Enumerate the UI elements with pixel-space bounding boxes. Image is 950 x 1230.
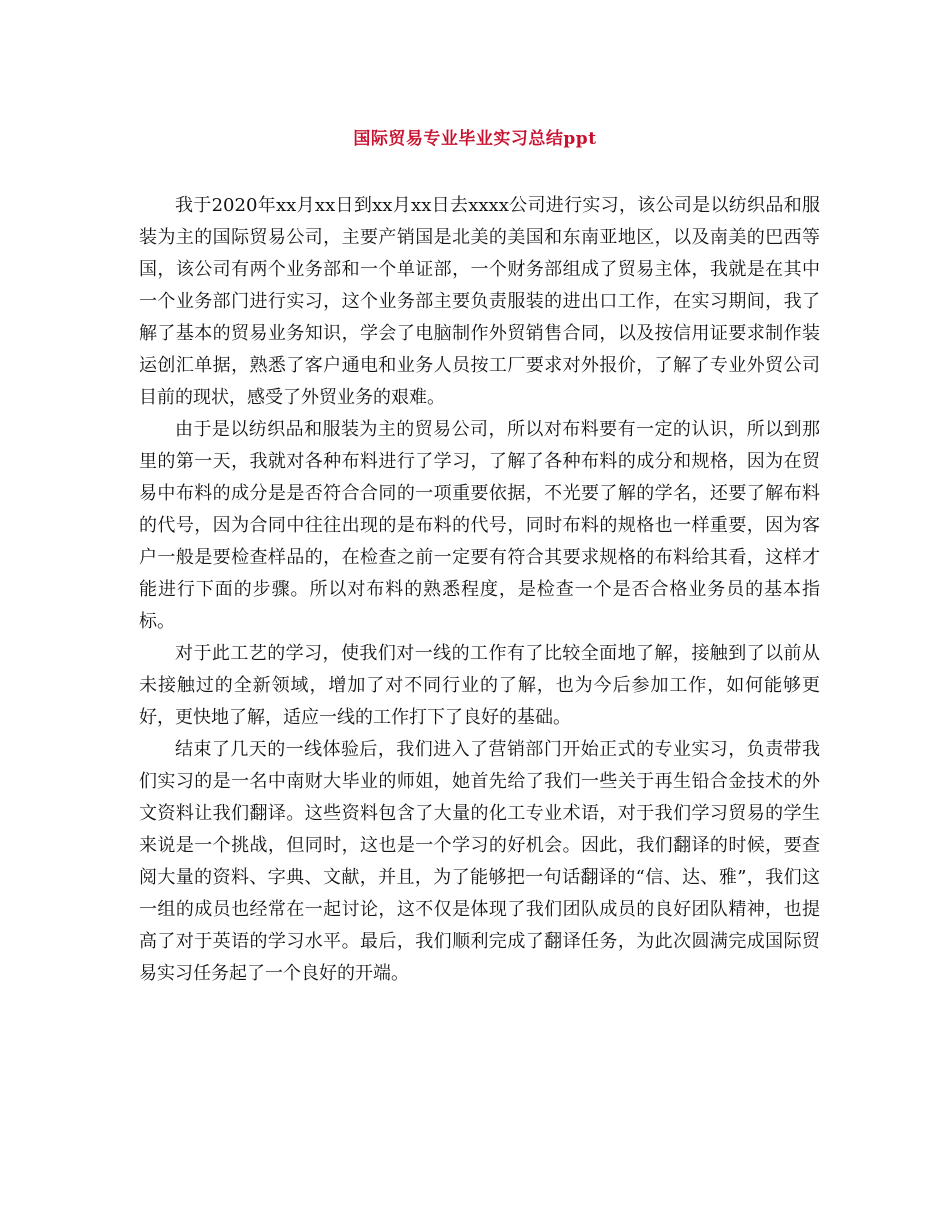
paragraph-2: 由于是以纺织品和服装为主的贸易公司，所以对布料要有一定的认识，所以到那里的第一天，我就对各种布料进行了学习，了解了各种布料的成分和规格，因为在贸易中布料的成分是是否符合合同的一项重要依据，不光要了解的学名，还要了解布料的代号，因为合同中往往出现的是布料的代号，同时布料的规格也一样重要，因为客户一般是要检查样品的，在检查之前一定要有符合其要求规格的布料给其看，这样才能进行下面的步骤。所以对布料的熟悉程度，是检查一个是否合格业务员的基本指标。 xyxy=(139,419,820,632)
paragraph-3: 对于此工艺的学习，使我们对一线的工作有了比较全面地了解，接触到了以前从未接触过的全新领域，增加了对不同行业的了解，也为今后参加工作，如何能够更好，更快地了解，适应一线的工作打下了良好的基础。 xyxy=(139,643,820,728)
paragraph-4: 结束了几天的一线体验后，我们进入了营销部门开始正式的专业实习，负责带我们实习的是一名中南财大毕业的师姐，她首先给了我们一些关于再生铅合金技术的外文资料让我们翻译。这些资料包含了大量的化工专业术语，对于我们学习贸易的学生来说是一个挑战，但同时，这也是一个学习的好机会。因此，我们翻译的时候，要查阅大量的资料、字典、文献，并且，为了能够把一句话翻译的“信、达、雅”，我们这一组的成员也经常在一起讨论，这不仅是体现了我们团队成员的良好团队精神，也提高了对于英语的学习水平。最后，我们顺利完成了翻译任务，为此次圆满完成国际贸易实习任务起了一个良好的开端。 xyxy=(139,739,820,984)
document-title: 国际贸易专业毕业实习总结ppt xyxy=(353,129,597,149)
paragraph-1: 我于2020年xx月xx日到xx月xx日去xxxx公司进行实习，该公司是以纺织品和服装为主的国际贸易公司，主要产销国是北美的美国和东南亚地区，以及南美的巴西等国，该公司有两个业务部和一个单证部，一个财务部组成了贸易主体，我就是在其中一个业务部门进行实习，这个业务部主要负责服装的进出口工作，在实习期间，我了解了基本的贸易业务知识，学会了电脑制作外贸销售合同，以及按信用证要求制作装运创汇单据，熟悉了客户通电和业务人员按工厂要求对外报价，了解了专业外贸公司目前的现状，感受了外贸业务的艰难。 xyxy=(139,195,820,408)
document-body xyxy=(139,190,820,990)
